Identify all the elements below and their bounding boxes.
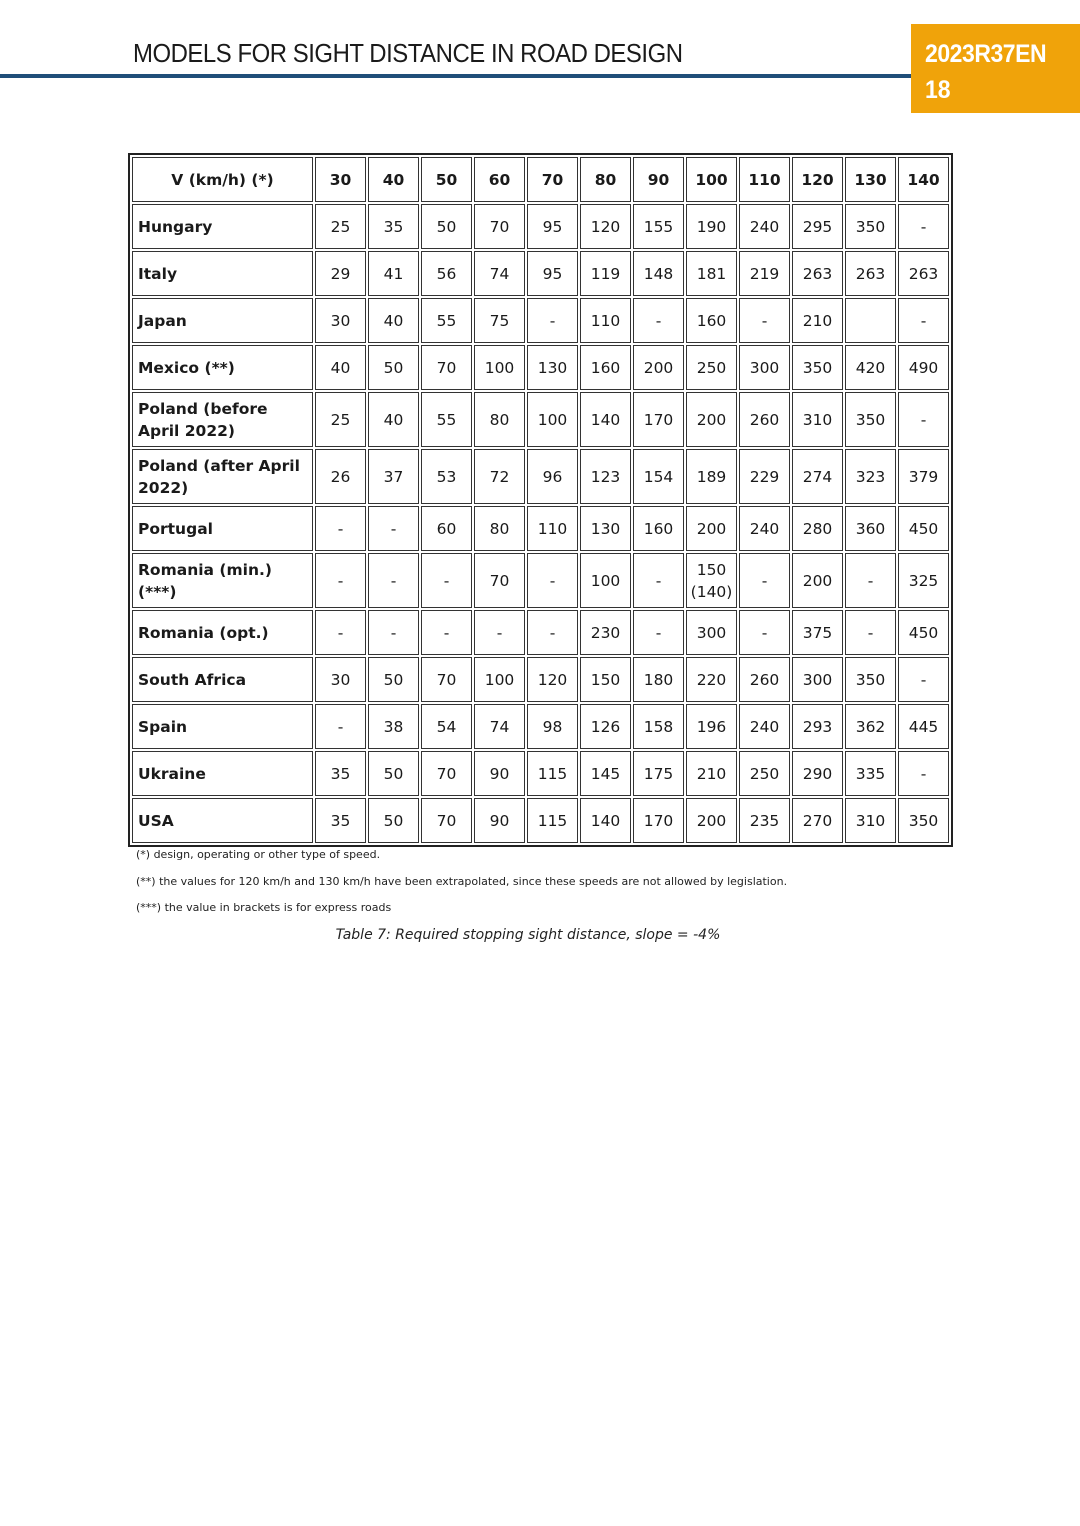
distance-cell: 160	[633, 506, 684, 551]
distance-cell: 70	[421, 345, 472, 390]
distance-cell: -	[315, 553, 366, 608]
footnote: (**) the values for 120 km/h and 130 km/h have been extrapolated, since these speeds are not allowed by legislation.	[136, 874, 788, 888]
page-number: 18	[925, 76, 951, 104]
distance-cell: 70	[421, 798, 472, 843]
distance-cell: -	[315, 704, 366, 749]
country-cell: Romania (min.) (***)	[132, 553, 313, 608]
distance-cell: 181	[686, 251, 737, 296]
distance-cell: 150 (140)	[686, 553, 737, 608]
distance-cell: 145	[580, 751, 631, 796]
distance-cell: 274	[792, 449, 843, 504]
country-cell: South Africa	[132, 657, 313, 702]
distance-cell: 240	[739, 506, 790, 551]
country-cell: Italy	[132, 251, 313, 296]
distance-cell: 293	[792, 704, 843, 749]
speed-header: 40	[368, 157, 419, 202]
distance-cell: 50	[368, 751, 419, 796]
speed-header: 70	[527, 157, 578, 202]
table-row	[132, 449, 949, 504]
distance-cell: 37	[368, 449, 419, 504]
distance-cell: 130	[527, 345, 578, 390]
distance-cell: 40	[315, 345, 366, 390]
distance-cell: 200	[686, 392, 737, 447]
speed-header: 100	[686, 157, 737, 202]
distance-cell: 74	[474, 251, 525, 296]
distance-cell: -	[368, 506, 419, 551]
distance-cell: -	[739, 298, 790, 343]
distance-cell: -	[739, 610, 790, 655]
distance-cell: 450	[898, 610, 949, 655]
distance-cell: 325	[898, 553, 949, 608]
distance-cell: 200	[792, 553, 843, 608]
distance-cell: 360	[845, 506, 896, 551]
distance-cell: 290	[792, 751, 843, 796]
table-row	[132, 704, 949, 749]
document-title: MODELS FOR SIGHT DISTANCE IN ROAD DESIGN	[133, 38, 683, 68]
distance-cell: 90	[474, 751, 525, 796]
table-row	[132, 657, 949, 702]
distance-cell: 140	[580, 392, 631, 447]
distance-cell: 25	[315, 392, 366, 447]
distance-cell: 220	[686, 657, 737, 702]
distance-cell: 235	[739, 798, 790, 843]
distance-cell: 260	[739, 392, 790, 447]
distance-cell: 300	[792, 657, 843, 702]
distance-cell: 375	[792, 610, 843, 655]
distance-cell: 72	[474, 449, 525, 504]
distance-cell: 55	[421, 392, 472, 447]
distance-cell: 200	[686, 506, 737, 551]
distance-cell: 379	[898, 449, 949, 504]
distance-cell: 120	[580, 204, 631, 249]
distance-cell: 155	[633, 204, 684, 249]
distance-cell: 240	[739, 704, 790, 749]
distance-cell: -	[368, 610, 419, 655]
speed-header: 130	[845, 157, 896, 202]
country-cell: USA	[132, 798, 313, 843]
distance-cell: -	[633, 553, 684, 608]
sight-distance-table-frame	[128, 153, 953, 847]
distance-cell: 196	[686, 704, 737, 749]
table-row	[132, 610, 949, 655]
distance-cell: 41	[368, 251, 419, 296]
distance-cell: 190	[686, 204, 737, 249]
distance-cell: 180	[633, 657, 684, 702]
distance-cell: 40	[368, 392, 419, 447]
distance-cell: 115	[527, 751, 578, 796]
distance-cell: 158	[633, 704, 684, 749]
distance-cell: -	[739, 553, 790, 608]
country-cell: Mexico (**)	[132, 345, 313, 390]
speed-header: 140	[898, 157, 949, 202]
distance-cell: 95	[527, 251, 578, 296]
speed-header: 120	[792, 157, 843, 202]
distance-cell: 270	[792, 798, 843, 843]
distance-cell	[845, 298, 896, 343]
speed-header: 80	[580, 157, 631, 202]
distance-cell: 350	[845, 204, 896, 249]
distance-cell: 335	[845, 751, 896, 796]
distance-cell: -	[421, 553, 472, 608]
distance-cell: 70	[421, 751, 472, 796]
distance-cell: 40	[368, 298, 419, 343]
distance-cell: 30	[315, 298, 366, 343]
distance-cell: 120	[527, 657, 578, 702]
table-header-row	[132, 157, 949, 202]
country-cell: Spain	[132, 704, 313, 749]
distance-cell: 54	[421, 704, 472, 749]
speed-header: 90	[633, 157, 684, 202]
distance-cell: -	[898, 298, 949, 343]
distance-cell: 100	[527, 392, 578, 447]
distance-cell: 75	[474, 298, 525, 343]
distance-cell: 490	[898, 345, 949, 390]
distance-cell: 50	[368, 345, 419, 390]
distance-cell: 350	[845, 657, 896, 702]
distance-cell: 80	[474, 392, 525, 447]
table-row	[132, 345, 949, 390]
distance-cell: 170	[633, 798, 684, 843]
distance-cell: 35	[315, 798, 366, 843]
distance-cell: -	[421, 610, 472, 655]
table-row	[132, 204, 949, 249]
table-caption: Table 7: Required stopping sight distance, slope = -4%	[335, 927, 721, 943]
distance-cell: 53	[421, 449, 472, 504]
distance-cell: -	[898, 751, 949, 796]
distance-cell: 154	[633, 449, 684, 504]
distance-cell: 95	[527, 204, 578, 249]
table-row	[132, 506, 949, 551]
distance-cell: 350	[792, 345, 843, 390]
distance-cell: 38	[368, 704, 419, 749]
footnotes	[136, 848, 787, 928]
distance-cell: 126	[580, 704, 631, 749]
footnote: (*) design, operating or other type of speed.	[136, 848, 381, 861]
distance-cell: 100	[474, 345, 525, 390]
header-rule	[0, 74, 912, 78]
country-cell: Poland (before April 2022)	[132, 392, 313, 447]
distance-cell: 210	[792, 298, 843, 343]
distance-cell: -	[527, 298, 578, 343]
distance-cell: 35	[315, 751, 366, 796]
distance-cell: -	[527, 610, 578, 655]
distance-cell: 310	[845, 798, 896, 843]
distance-cell: 96	[527, 449, 578, 504]
distance-cell: -	[633, 298, 684, 343]
speed-header: 60	[474, 157, 525, 202]
table-row	[132, 298, 949, 343]
sight-distance-table	[130, 155, 951, 845]
table-row	[132, 751, 949, 796]
speed-header: 30	[315, 157, 366, 202]
distance-cell: 280	[792, 506, 843, 551]
distance-cell: 160	[580, 345, 631, 390]
distance-cell: 362	[845, 704, 896, 749]
distance-cell: 200	[633, 345, 684, 390]
distance-cell: 100	[474, 657, 525, 702]
distance-cell: 250	[739, 751, 790, 796]
distance-cell: -	[527, 553, 578, 608]
country-cell: Poland (after April 2022)	[132, 449, 313, 504]
distance-cell: 263	[792, 251, 843, 296]
distance-cell: 230	[580, 610, 631, 655]
distance-cell: 240	[739, 204, 790, 249]
distance-cell: 35	[368, 204, 419, 249]
distance-cell: -	[474, 610, 525, 655]
distance-cell: 123	[580, 449, 631, 504]
country-cell: Romania (opt.)	[132, 610, 313, 655]
distance-cell: 60	[421, 506, 472, 551]
speed-header: 110	[739, 157, 790, 202]
distance-cell: 150	[580, 657, 631, 702]
distance-cell: 50	[368, 798, 419, 843]
distance-cell: 300	[739, 345, 790, 390]
distance-cell: 26	[315, 449, 366, 504]
distance-cell: 74	[474, 704, 525, 749]
distance-cell: 229	[739, 449, 790, 504]
distance-cell: 310	[792, 392, 843, 447]
distance-cell: 219	[739, 251, 790, 296]
distance-cell: 260	[739, 657, 790, 702]
distance-cell: 29	[315, 251, 366, 296]
distance-cell: -	[633, 610, 684, 655]
distance-cell: -	[845, 610, 896, 655]
distance-cell: -	[898, 392, 949, 447]
table-row	[132, 798, 949, 843]
distance-cell: 160	[686, 298, 737, 343]
distance-cell: -	[368, 553, 419, 608]
distance-cell: 55	[421, 298, 472, 343]
country-cell: Ukraine	[132, 751, 313, 796]
distance-cell: -	[315, 506, 366, 551]
distance-cell: 189	[686, 449, 737, 504]
distance-cell: -	[898, 657, 949, 702]
distance-cell: 323	[845, 449, 896, 504]
distance-cell: 100	[580, 553, 631, 608]
distance-cell: 25	[315, 204, 366, 249]
speed-header: 50	[421, 157, 472, 202]
distance-cell: 110	[527, 506, 578, 551]
distance-cell: 263	[898, 251, 949, 296]
distance-cell: 119	[580, 251, 631, 296]
distance-cell: 350	[898, 798, 949, 843]
distance-cell: -	[315, 610, 366, 655]
distance-cell: 130	[580, 506, 631, 551]
distance-cell: 30	[315, 657, 366, 702]
distance-cell: 115	[527, 798, 578, 843]
distance-cell: 140	[580, 798, 631, 843]
table-body	[132, 204, 949, 843]
table-row	[132, 392, 949, 447]
distance-cell: 175	[633, 751, 684, 796]
distance-cell: 300	[686, 610, 737, 655]
country-cell: Japan	[132, 298, 313, 343]
distance-cell: -	[898, 204, 949, 249]
speed-header-label: V (km/h) (*)	[132, 157, 313, 202]
distance-cell: 350	[845, 392, 896, 447]
distance-cell: 70	[474, 553, 525, 608]
distance-cell: 200	[686, 798, 737, 843]
distance-cell: 90	[474, 798, 525, 843]
country-cell: Hungary	[132, 204, 313, 249]
distance-cell: 148	[633, 251, 684, 296]
distance-cell: 450	[898, 506, 949, 551]
distance-cell: 110	[580, 298, 631, 343]
distance-cell: 420	[845, 345, 896, 390]
distance-cell: 170	[633, 392, 684, 447]
report-code: 2023R37EN	[925, 40, 1047, 68]
table-row	[132, 553, 949, 608]
distance-cell: 80	[474, 506, 525, 551]
distance-cell: -	[845, 553, 896, 608]
distance-cell: 263	[845, 251, 896, 296]
distance-cell: 295	[792, 204, 843, 249]
distance-cell: 56	[421, 251, 472, 296]
distance-cell: 210	[686, 751, 737, 796]
distance-cell: 50	[421, 204, 472, 249]
distance-cell: 50	[368, 657, 419, 702]
distance-cell: 250	[686, 345, 737, 390]
country-cell: Portugal	[132, 506, 313, 551]
footnote: (***) the value in brackets is for express roads	[136, 901, 392, 914]
report-badge	[911, 24, 1080, 113]
distance-cell: 70	[474, 204, 525, 249]
distance-cell: 98	[527, 704, 578, 749]
table-row	[132, 251, 949, 296]
distance-cell: 445	[898, 704, 949, 749]
distance-cell: 70	[421, 657, 472, 702]
